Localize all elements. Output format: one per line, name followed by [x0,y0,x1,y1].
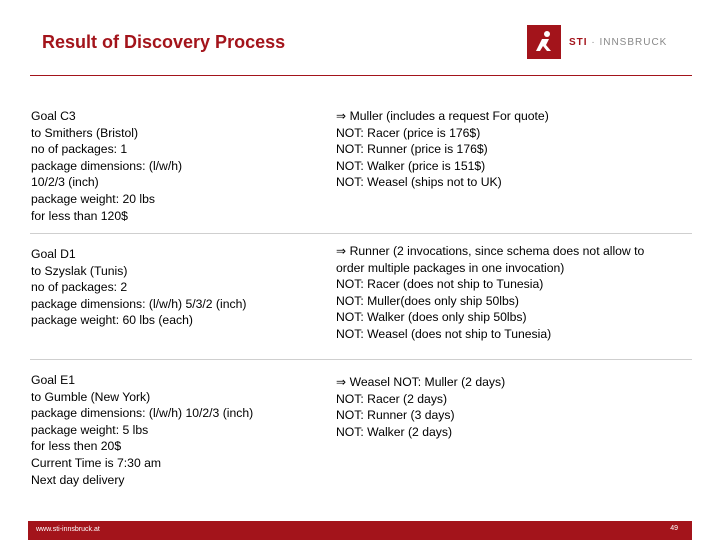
goal-e1-text: Goal E1 to Gumble (New York) package dimensions: (l/w/h) 10/2/3 (inch) package weight: 5 lbs for less then 20$ Current Time is 7:30 am Next day delivery [31,373,254,487]
sti-logo-text: STI · INNSBRUCK [569,36,668,48]
row-divider [30,233,692,234]
page-title: Result of Discovery Process [42,32,286,52]
row-divider [30,359,692,360]
goal-d1-text: Goal D1 to Szyslak (Tunis) no of packages: 2 package dimensions: (l/w/h) 5/3/2 (inch) package weight: 60 lbs (each) [31,247,247,328]
sti-logo [527,25,667,59]
goal-e1-result: ⇒ Weasel NOT: Muller (2 days) NOT: Racer (2 days) NOT: Runner (3 days) NOT: Walker (2 days) [336,375,506,439]
header-rule [30,75,692,76]
goal-c3-result: ⇒ Muller (includes a request For quote) NOT: Racer (price is 176$) NOT: Runner (price is 176$) NOT: Walker (price is 151$) NOT: Weasel (ships not to UK) [336,109,549,190]
goal-d1-result: ⇒ Runner (2 invocations, since schema does not allow to order multiple packages in one invocation) NOT: Racer (does not ship to Tunesia) NOT: Muller(does only ship 50lbs) NOT: Walker (does only ship 50lbs) NOT: Weasel (does not ship to Tunesia) [336,244,645,341]
footer-bar [28,521,692,540]
goal-c3-text: Goal C3 to Smithers (Bristol) no of packages: 1 package dimensions: (l/w/h) 10/2/3 (inch) package weight: 20 lbs for less than 120$ [31,109,183,223]
footer-url[interactable]: www.sti-innsbruck.at [36,526,100,533]
page-number: 49 [670,525,678,532]
sti-logo-icon [527,25,561,59]
